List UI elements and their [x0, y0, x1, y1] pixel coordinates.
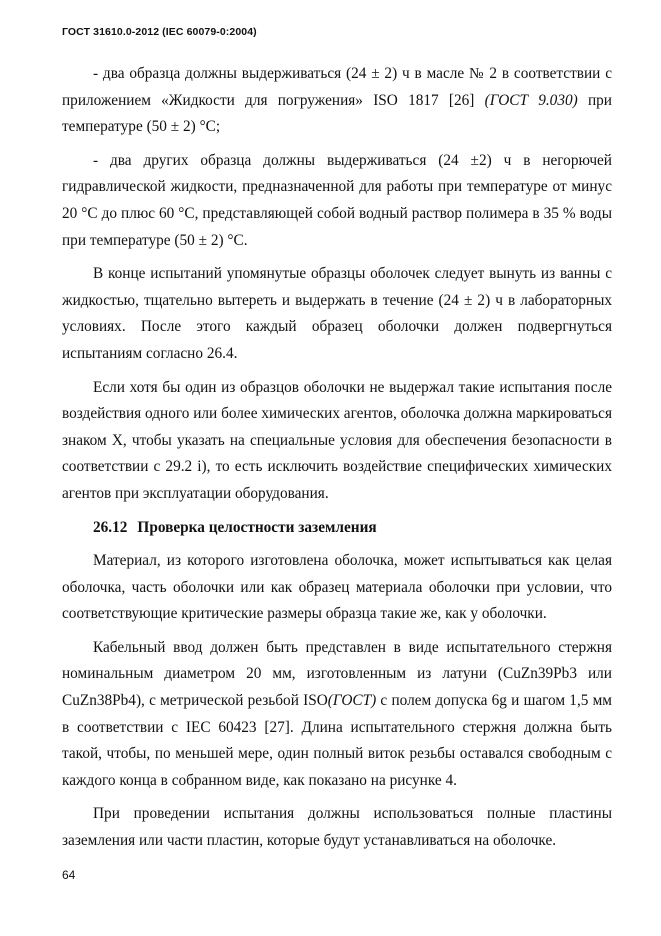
paragraph-grounding-plates: При проведении испытания должны использоваться полные пластины заземления или части пластин, которые будут устанавливаться на оболочке. [62, 805, 612, 850]
paragraph-end-of-test: В конце испытаний упомянутые образцы оболочек следует вынуть из ванны с жидкостью, тщательно вытереть и выдержать в течение (24 ± 2) ч в лабораторных условиях. После этого каждый образец оболочки должен подвергнуться испытаниям согласно 26.4. [62, 265, 612, 362]
standard-reference: (ГОСТ) [327, 692, 377, 710]
section-title: Проверка целостности заземления [137, 518, 377, 536]
text-segment: Кабельный ввод должен быть представлен в виде испытательного стержня номинальным диаметром 20 мм, изготовленным из латуни (CuZn39Pb3 или CuZn38Pb4), с метрической резьбой ISO [62, 638, 612, 710]
text-segment: с полем допуска 6g и шагом 1,5 мм в соответствии с IEC 60423 [27]. Длина испытательного стержня должна быть такой, чтобы, по меньшей мере, один полный виток резьбы оставался свободным с каждого конца в собранном виде, как показано на рисунке 4. [62, 692, 612, 789]
text-segment: при температуре (50 ± 2) °С; [62, 91, 612, 136]
page-number: 64 [62, 868, 76, 882]
document-body [62, 61, 612, 862]
paragraph-material: Материал, из которого изготовлена оболочка, может испытываться как целая оболочка, часть оболочки или как образец материала оболочки при условии, что соответствующие критические размеры образца такие же, как у оболочки. [62, 552, 612, 623]
section-number: 26.12 [93, 518, 128, 536]
document-header: ГОСТ 31610.0-2012 (IEC 60079-0:2004) [62, 26, 257, 38]
text-segment: - два образца должны выдерживаться (24 ± 2) ч в масле № 2 в соответствии с приложением «Жидкости для погружения» ISO 1817 [26] [62, 65, 612, 109]
paragraph-oil-test [62, 61, 612, 141]
paragraph-hydraulic-test: - два других образца должны выдерживаться (24 ±2) ч в негорючей гидравлической жидкости, предназначенной для работы при температуре от минус 20 °С до плюс 60 °С, представляющей собой водный раствор полимера в 35 % воды при температуре (50 ± 2) °С. [62, 151, 612, 249]
standard-reference: (ГОСТ 9.030) [484, 91, 578, 109]
paragraph-cable-entry [62, 635, 612, 795]
section-heading [62, 515, 612, 542]
paragraph-failure-marking: Если хотя бы один из образцов оболочки не выдержал такие испытания после воздействия одного или более химических агентов, оболочка должна маркироваться знаком X, чтобы указать на специальные условия для обеспечения безопасности в соответствии с 29.2 i), то есть исключить воздействие специфических химических агентов при эксплуатации оборудования. [62, 378, 612, 502]
